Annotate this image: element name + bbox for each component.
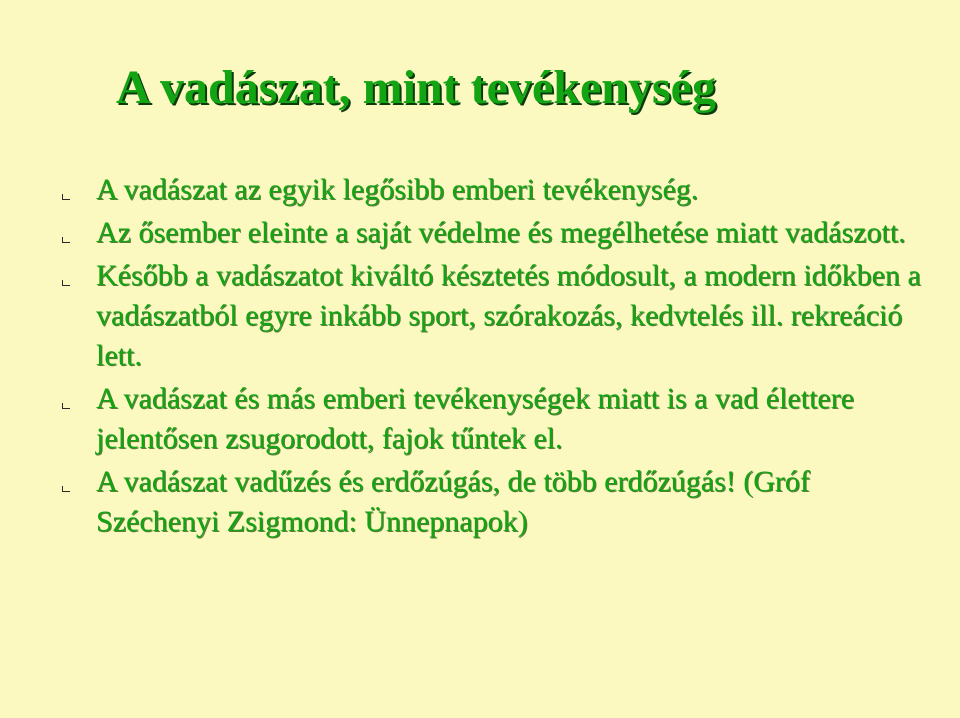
bullet-list [62, 170, 922, 545]
slide-title: A vadászat, mint tevékenység [116, 61, 716, 114]
bullet-icon [62, 486, 70, 492]
bullet-item-2 [62, 213, 922, 253]
bullet-text: Az ősember eleinte a saját védelme és megélhetése miatt vadászott. [96, 216, 906, 249]
bullet-item-3 [62, 256, 922, 376]
bullet-icon [62, 237, 70, 243]
bullet-icon [62, 280, 70, 286]
bullet-item-1 [62, 170, 922, 210]
bullet-item-5 [62, 462, 922, 542]
bullet-icon [62, 403, 70, 409]
bullet-icon [62, 194, 70, 200]
bullet-text: A vadászat vadűzés és erdőzúgás, de több erdőzúgás! (Gróf Széchenyi Zsigmond: Ünnepnapok) [96, 465, 810, 538]
bullet-item-4 [62, 379, 922, 459]
bullet-text: Később a vadászatot kiváltó késztetés módosult, a modern időkben a vadászatból egyre inkább sport, szórakozás, kedvtelés ill. rekreáció lett. [96, 259, 921, 372]
bullet-text: A vadászat az egyik legősibb emberi tevékenység. [96, 173, 699, 206]
bullet-text: A vadászat és más emberi tevékenységek miatt is a vad élettere jelentősen zsugorodott, fajok tűntek el. [96, 382, 855, 455]
